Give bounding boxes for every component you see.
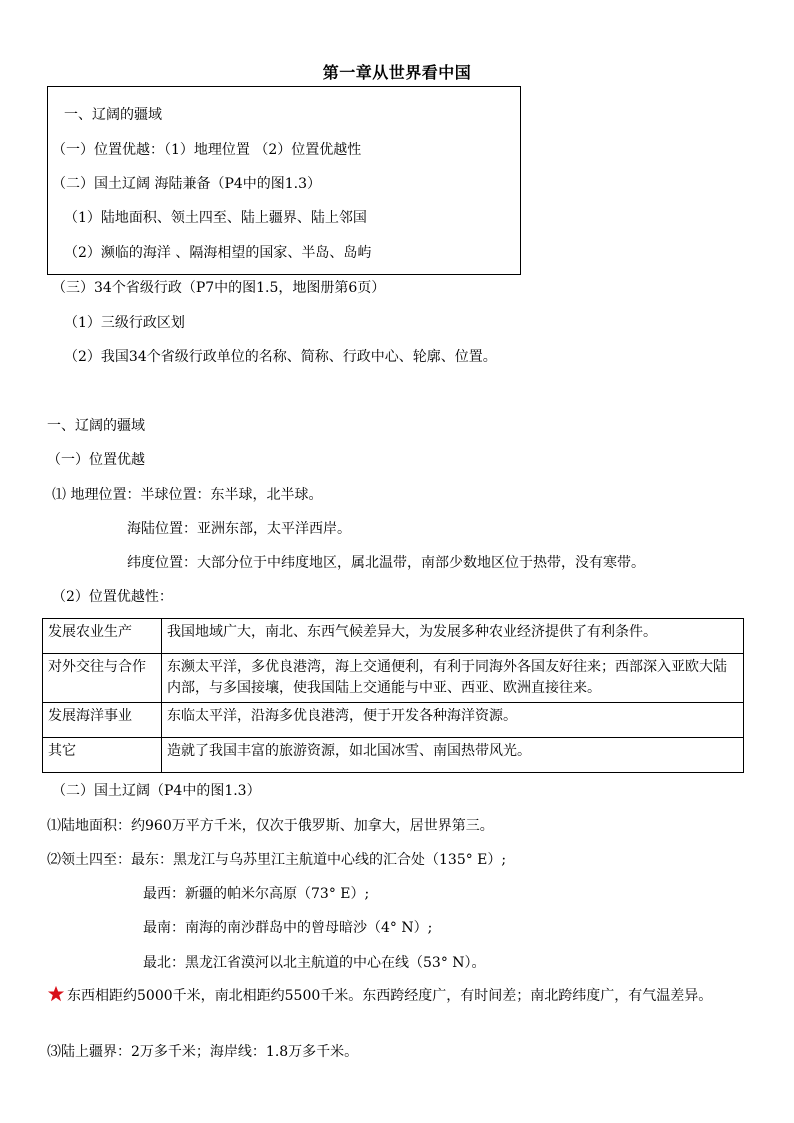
extent-south-line: 最南：南海的南沙群岛中的曾母暗沙（4° N）; [143, 920, 433, 936]
outline-line-6: （三）34个省级行政（P7中的图1.5，地图册第6页） [52, 280, 386, 296]
page-title: 第一章从世界看中国 [322, 63, 472, 82]
section-heading: 一、辽阔的疆域 [47, 418, 145, 434]
table-cell-key: 对外交往与合作 [43, 654, 162, 703]
table-row [43, 703, 744, 738]
sea-land-position-line: 海陆位置：亚洲东部，太平洋西岸。 [127, 521, 351, 537]
border-line: ⑶陆上疆界：2万多千米；海岸线：1.8万多千米。 [47, 1044, 359, 1060]
red-star-icon [47, 985, 65, 1003]
table-cell-value: 东濒太平洋，多优良港湾，海上交通便利，有利于同海外各国友好往来；西部深入亚欧大陆内部，与多国接壤，使我国陆上交通能与中亚、西亚、欧洲直接往来。 [162, 654, 744, 703]
outline-line-1: 一、辽阔的疆域 [64, 107, 162, 123]
outline-line-7: （1）三级行政区划 [64, 315, 185, 331]
table-cell-key: 发展农业生产 [43, 619, 162, 654]
table-cell-key: 其它 [43, 738, 162, 773]
table-row [43, 738, 744, 773]
outline-line-3: （二）国土辽阔 海陆兼备（P4中的图1.3） [52, 176, 322, 192]
latitude-position-line: 纬度位置：大部分位于中纬度地区，属北温带，南部少数地区位于热带，没有寒带。 [127, 555, 645, 571]
extent-north-line: 最北：黑龙江省漠河以北主航道的中心在线（53° N）。 [143, 955, 486, 971]
outline-line-4: （1）陆地面积、领土四至、陆上疆界、陆上邻国 [64, 210, 367, 226]
outline-line-5: （2）濒临的海洋 、隔海相望的国家、半岛、岛屿 [64, 245, 372, 261]
outline-line-2: （一）位置优越：（1）地理位置 （2）位置优越性 [52, 142, 362, 158]
table-cell-value: 我国地域广大，南北、东西气候差异大，为发展多种农业经济提供了有利条件。 [162, 619, 744, 654]
land-area-line: ⑴陆地面积：约960万平方千米，仅次于俄罗斯、加拿大，居世界第三。 [47, 818, 494, 834]
table-row [43, 619, 744, 654]
extent-east-line: ⑵领土四至：最东：黑龙江与乌苏里江主航道中心线的汇合处（135° E）; [47, 852, 507, 868]
subsection-territory: （二）国土辽阔（P4中的图1.3） [52, 783, 261, 799]
geo-position-line: ⑴ 地理位置：半球位置：东半球，北半球。 [52, 487, 323, 503]
distance-note-text: 东西相距约5000千米，南北相距约5500千米。东西跨经度广，有时间差；南北跨纬度广，有气温差异。 [67, 988, 713, 1004]
advantage-heading: （2）位置优越性： [52, 589, 173, 605]
extent-west-line: 最西：新疆的帕米尔高原（73° E）; [143, 886, 370, 902]
table-row [43, 654, 744, 703]
outline-line-8: （2）我国34个省级行政单位的名称、简称、行政中心、轮廓、位置。 [64, 349, 497, 365]
table-cell-key: 发展海洋事业 [43, 703, 162, 738]
table-cell-value: 造就了我国丰富的旅游资源，如北国冰雪、南国热带风光。 [162, 738, 744, 773]
advantage-table [42, 618, 744, 773]
distance-note [47, 985, 752, 1007]
subsection-location: （一）位置优越 [47, 452, 145, 468]
table-cell-value: 东临太平洋，沿海多优良港湾，便于开发各种海洋资源。 [162, 703, 744, 738]
